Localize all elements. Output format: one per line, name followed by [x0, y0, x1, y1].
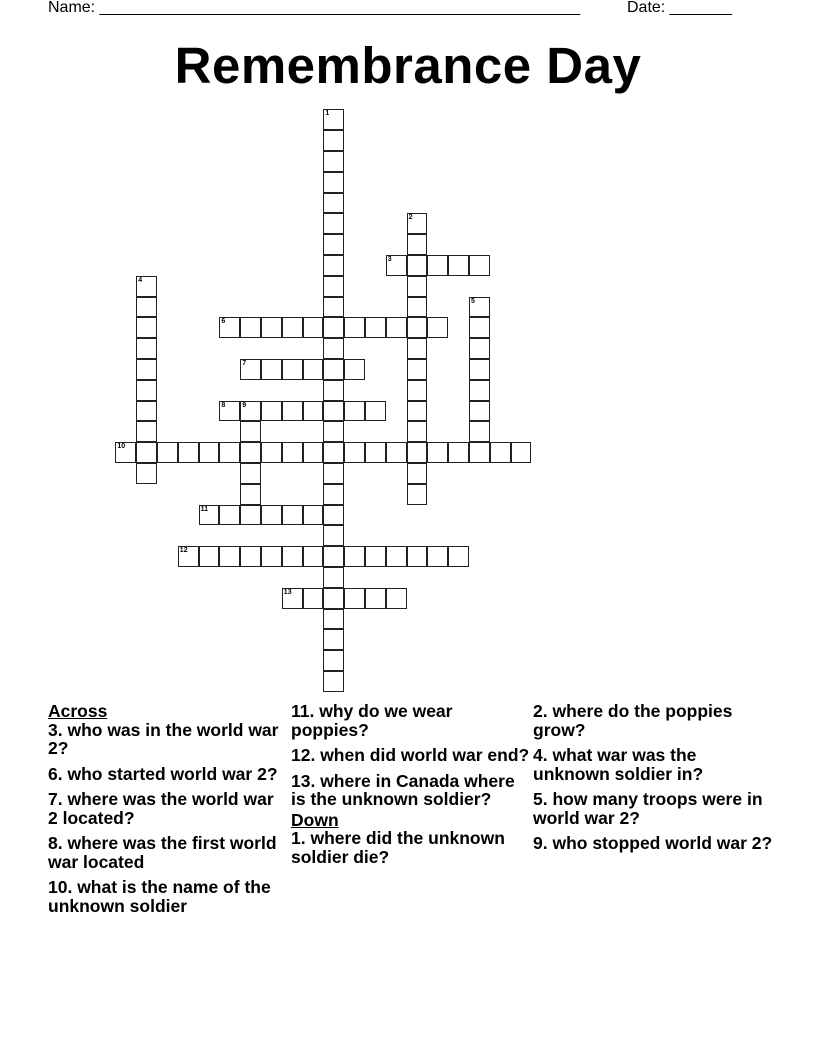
crossword-cell[interactable]: [323, 255, 344, 276]
crossword-cell[interactable]: [199, 442, 220, 463]
clue-text: what war was the unknown soldier in?: [533, 745, 704, 784]
crossword-cell[interactable]: [407, 546, 428, 567]
clue-number: 3.: [48, 719, 63, 740]
crossword-cell[interactable]: [386, 317, 407, 338]
crossword-cell[interactable]: [469, 401, 490, 422]
crossword-cell[interactable]: [323, 588, 344, 609]
clue-across-13: [291, 772, 531, 809]
crossword-cell[interactable]: [469, 255, 490, 276]
crossword-cell[interactable]: [157, 442, 178, 463]
clue-number-label: 2: [408, 214, 413, 222]
crossword-cell[interactable]: [282, 317, 303, 338]
crossword-cell[interactable]: [261, 546, 282, 567]
crossword-cell[interactable]: [365, 317, 386, 338]
clue-number: 1.: [291, 828, 306, 848]
crossword-cell[interactable]: [323, 401, 344, 422]
crossword-cell[interactable]: [323, 234, 344, 255]
crossword-cell[interactable]: [323, 317, 344, 338]
crossword-cell[interactable]: [323, 130, 344, 151]
crossword-cell[interactable]: [365, 588, 386, 609]
crossword-cell[interactable]: [490, 442, 511, 463]
crossword-cell[interactable]: [282, 588, 303, 609]
crossword-cell[interactable]: [199, 505, 220, 526]
clues-column-3: [533, 702, 773, 860]
crossword-cell[interactable]: [240, 317, 261, 338]
clue-number-label: 8: [221, 401, 226, 409]
crossword-cell[interactable]: [344, 317, 365, 338]
clue-across-12: [291, 746, 531, 765]
crossword-cell[interactable]: [240, 546, 261, 567]
crossword-cell[interactable]: [407, 421, 428, 442]
crossword-cell[interactable]: [261, 359, 282, 380]
crossword-cell[interactable]: [219, 442, 240, 463]
crossword-cell[interactable]: [323, 629, 344, 650]
clue-text: where was the world war 2 located?: [48, 789, 274, 828]
crossword-cell[interactable]: [469, 359, 490, 380]
crossword-cell[interactable]: [323, 380, 344, 401]
crossword-cell[interactable]: [427, 546, 448, 567]
clue-number-label: 11: [200, 505, 208, 513]
crossword-cell[interactable]: [469, 442, 490, 463]
clues-column-2: [291, 702, 531, 873]
crossword-cell[interactable]: [427, 317, 448, 338]
across-heading: Across: [48, 701, 108, 721]
crossword-cell[interactable]: [323, 193, 344, 214]
crossword-cell[interactable]: [240, 401, 261, 422]
crossword-cell[interactable]: [136, 380, 157, 401]
clue-text: how many troops were in world war 2?: [533, 789, 763, 828]
crossword-cell[interactable]: [323, 546, 344, 567]
clue-text: where did the unknown soldier die?: [291, 828, 505, 867]
crossword-cell[interactable]: [407, 463, 428, 484]
crossword-cell[interactable]: [282, 546, 303, 567]
crossword-cell[interactable]: [323, 213, 344, 234]
crossword-cell[interactable]: [469, 380, 490, 401]
crossword-cell[interactable]: [323, 297, 344, 318]
crossword-cell[interactable]: [344, 588, 365, 609]
crossword-cell[interactable]: [136, 401, 157, 422]
clue-across-11: [291, 702, 531, 739]
crossword-cell[interactable]: [407, 317, 428, 338]
clue-number-label: 6: [221, 318, 226, 326]
clue-across-6: [48, 765, 288, 784]
clue-number-label: 5: [471, 297, 475, 305]
clue-number: 11.: [291, 701, 315, 721]
crossword-cell[interactable]: [282, 505, 303, 526]
crossword-cell[interactable]: [261, 442, 282, 463]
crossword-cell[interactable]: [469, 297, 490, 318]
crossword-cell[interactable]: [261, 317, 282, 338]
page-title: Remembrance Day: [174, 37, 642, 94]
crossword-cell[interactable]: [448, 442, 469, 463]
name-field-label: Name: ______________________________________________________: [48, 0, 581, 16]
crossword-cell[interactable]: [323, 525, 344, 546]
clue-text: who was in the world war 2?: [48, 719, 279, 758]
crossword-cell[interactable]: [407, 401, 428, 422]
crossword-cell[interactable]: [323, 484, 344, 505]
crossword-cell[interactable]: [386, 255, 407, 276]
crossword-cell[interactable]: [448, 255, 469, 276]
clue-number: 13.: [291, 770, 316, 791]
clue-across-10: [48, 878, 288, 915]
clue-down-4: [533, 746, 773, 783]
clue-down-1: [291, 829, 531, 866]
crossword-cell[interactable]: [136, 442, 157, 463]
crossword-cell[interactable]: [323, 338, 344, 359]
crossword-cell[interactable]: [323, 421, 344, 442]
crossword-cell[interactable]: [407, 213, 428, 234]
clue-number: 6.: [48, 763, 63, 784]
clue-down-5: [533, 790, 773, 827]
clue-number: 2.: [533, 701, 548, 721]
clue-text: when did world war end?: [315, 745, 530, 765]
crossword-cell[interactable]: [407, 234, 428, 255]
crossword-cell[interactable]: [323, 505, 344, 526]
clue-text: who stopped world war 2?: [547, 833, 773, 853]
crossword-cell[interactable]: [219, 401, 240, 422]
crossword-cell[interactable]: [219, 505, 240, 526]
clue-number: 8.: [48, 833, 63, 853]
crossword-cell[interactable]: [115, 442, 136, 463]
clue-number-label: 4: [138, 276, 143, 284]
crossword-cell[interactable]: [386, 588, 407, 609]
crossword-cell[interactable]: [323, 109, 344, 130]
crossword-cell[interactable]: [323, 650, 344, 671]
crossword-cell[interactable]: [323, 609, 344, 630]
clue-number: 5.: [533, 789, 548, 809]
crossword-cell[interactable]: [303, 359, 324, 380]
crossword-cell[interactable]: [303, 588, 324, 609]
crossword-cell[interactable]: [219, 317, 240, 338]
crossword-cell[interactable]: [136, 297, 157, 318]
down-heading: Down: [291, 809, 339, 830]
clue-number-label: 3: [387, 256, 392, 263]
crossword-cell[interactable]: [448, 546, 469, 567]
crossword-cell[interactable]: [323, 463, 344, 484]
clue-text: where do the poppies grow?: [533, 701, 733, 740]
crossword-cell[interactable]: [344, 442, 365, 463]
crossword-cell[interactable]: [282, 359, 303, 380]
crossword-cell[interactable]: [303, 401, 324, 422]
crossword-cell[interactable]: [240, 505, 261, 526]
crossword-cell[interactable]: [240, 442, 261, 463]
date-field-label: Date: _______: [627, 0, 732, 16]
crossword-cell[interactable]: [469, 338, 490, 359]
clue-across-8: [48, 834, 288, 871]
clue-number: 12.: [291, 745, 316, 765]
crossword-cell[interactable]: [261, 401, 282, 422]
clue-down-9: [533, 834, 773, 853]
crossword-cell[interactable]: [323, 276, 344, 297]
crossword-cell[interactable]: [386, 546, 407, 567]
crossword-cell[interactable]: [323, 172, 344, 193]
clue-text: what is the name of the unknown soldier: [48, 877, 271, 916]
crossword-cell[interactable]: [240, 359, 261, 380]
crossword-cell[interactable]: [303, 546, 324, 567]
clue-across-7: [48, 790, 288, 827]
clue-number: 10.: [48, 877, 73, 897]
clue-number: 7.: [48, 789, 63, 809]
crossword-cell[interactable]: [323, 151, 344, 172]
clue-number: 4.: [533, 745, 548, 765]
crossword-cell[interactable]: [282, 401, 303, 422]
crossword-cell[interactable]: [469, 317, 490, 338]
crossword-cell[interactable]: [240, 421, 261, 442]
crossword-cell[interactable]: [365, 442, 386, 463]
crossword-cell[interactable]: [323, 567, 344, 588]
crossword-cell[interactable]: [407, 380, 428, 401]
crossword-cell[interactable]: [136, 338, 157, 359]
clue-number-label: 10: [117, 443, 126, 451]
crossword-cell[interactable]: [303, 442, 324, 463]
crossword-cell[interactable]: [323, 359, 344, 380]
crossword-cell[interactable]: [178, 442, 199, 463]
crossword-cell[interactable]: [407, 276, 428, 297]
crossword-cell[interactable]: [407, 442, 428, 463]
clue-text: who started world war 2?: [62, 763, 278, 784]
crossword-cell[interactable]: [365, 546, 386, 567]
crossword-cell[interactable]: [240, 484, 261, 505]
crossword-cell[interactable]: [386, 442, 407, 463]
crossword-cell[interactable]: [178, 546, 199, 567]
crossword-cell[interactable]: [365, 401, 386, 422]
crossword-cell[interactable]: [407, 297, 428, 318]
clue-number-label: 12: [179, 547, 188, 555]
crossword-cell[interactable]: [303, 505, 324, 526]
crossword-cell[interactable]: [136, 463, 157, 484]
crossword-cell[interactable]: [323, 442, 344, 463]
crossword-cell[interactable]: [323, 671, 344, 692]
crossword-cell[interactable]: [261, 505, 282, 526]
crossword-cell[interactable]: [427, 255, 448, 276]
clue-number-label: 7: [242, 360, 247, 367]
clues-column-1: [48, 702, 288, 922]
clue-number: 9.: [533, 833, 548, 853]
crossword-cell[interactable]: [136, 359, 157, 380]
crossword-cell[interactable]: [219, 546, 240, 567]
crossword-cell[interactable]: [427, 442, 448, 463]
clue-text: where was the first world war located: [48, 833, 277, 872]
crossword-cell[interactable]: [240, 463, 261, 484]
clue-number-label: 13: [283, 588, 292, 596]
crossword-cell[interactable]: [199, 546, 220, 567]
clue-down-2: [533, 702, 773, 739]
crossword-cell[interactable]: [282, 442, 303, 463]
crossword-cell[interactable]: [344, 359, 365, 380]
clue-text: why do we wear poppies?: [291, 701, 453, 740]
crossword-cell[interactable]: [136, 421, 157, 442]
crossword-cell[interactable]: [407, 338, 428, 359]
crossword-cell[interactable]: [511, 442, 532, 463]
crossword-cell[interactable]: [407, 359, 428, 380]
crossword-cell[interactable]: [136, 276, 157, 297]
clue-across-3: [48, 721, 288, 758]
clue-text: where in Canada where is the unknown soldier?: [291, 770, 515, 809]
crossword-cell[interactable]: [407, 484, 428, 505]
clue-number-label: 1: [325, 110, 330, 118]
clue-number-label: 9: [242, 401, 247, 409]
crossword-cell[interactable]: [136, 317, 157, 338]
crossword-cell[interactable]: [344, 401, 365, 422]
crossword-cell[interactable]: [303, 317, 324, 338]
crossword-cell[interactable]: [469, 421, 490, 442]
crossword-cell[interactable]: [407, 255, 428, 276]
crossword-cell[interactable]: [344, 546, 365, 567]
